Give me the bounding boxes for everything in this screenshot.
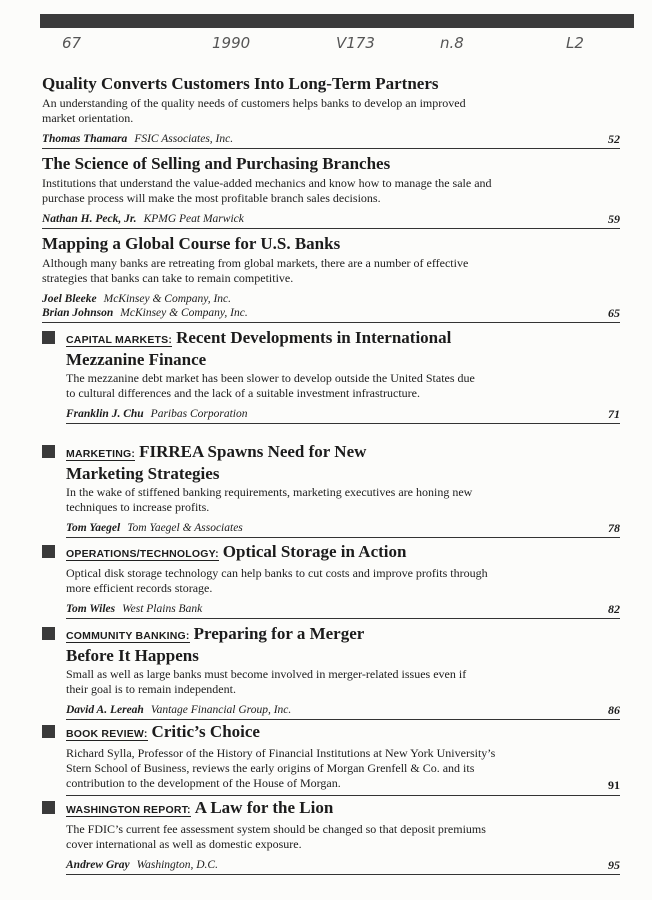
handwritten-note-1: 67 [62, 34, 82, 52]
article-branches [42, 154, 620, 229]
section-tag: WASHINGTON REPORT: [66, 804, 191, 816]
author-name: Tom Wiles [66, 603, 116, 615]
author-affil: KPMG Peat Marwick [143, 213, 244, 225]
section-book-review [42, 722, 620, 796]
page-number[interactable]: 86 [608, 703, 620, 717]
page-number[interactable]: 95 [608, 858, 620, 872]
author-name: Brian Johnson [42, 307, 114, 319]
section-square-icon [42, 331, 55, 344]
article-desc: An understanding of the quality needs of customers helps banks to develop an improved market orientation. [42, 96, 466, 125]
page-number[interactable]: 91 [608, 778, 620, 792]
page-number[interactable]: 82 [608, 602, 620, 616]
section-tag: BOOK REVIEW: [66, 728, 148, 740]
article-title[interactable]: Mapping a Global Course for U.S. Banks [42, 234, 341, 253]
handwritten-note-2: 1990 [212, 34, 251, 52]
article-byline [42, 132, 620, 149]
author-affil: Paribas Corporation [150, 408, 248, 420]
section-title[interactable]: A Law for the Lion [194, 798, 334, 817]
page-number[interactable]: 65 [608, 306, 620, 320]
section-title[interactable]: FIRREA Spawns Need for New Marketing Strategies [66, 442, 367, 483]
section-square-icon [42, 801, 55, 814]
author-name: Tom Yaegel [66, 522, 121, 534]
section-washington-report [42, 798, 620, 875]
section-desc: Richard Sylla, Professor of the History of Financial Institutions at New York University’s Stern School of Business, reviews the early origins of Morgan Grenfell & Co. and its contribution to the development of the House of Morgan. [66, 746, 496, 790]
section-title[interactable]: Preparing for a Merger Before It Happens [66, 624, 364, 665]
section-desc: In the wake of stiffened banking requirements, marketing executives are honing new techniques to increase profits. [66, 485, 473, 514]
article-quality [42, 74, 620, 149]
section-byline [66, 858, 620, 875]
section-square-icon [42, 627, 55, 640]
article-byline [42, 292, 620, 306]
section-square-icon [42, 445, 55, 458]
author-name: Andrew Gray [66, 859, 130, 871]
author-affil: FSIC Associates, Inc. [134, 133, 234, 145]
page-number[interactable]: 78 [608, 521, 620, 535]
handwritten-note-4: n.8 [440, 34, 464, 52]
section-community-banking [42, 624, 620, 720]
section-desc: The mezzanine debt market has been slower to develop outside the United States due to cultural differences and the lack of a suitable investment infrastructure. [66, 371, 475, 400]
author-name: Nathan H. Peck, Jr. [42, 213, 137, 225]
article-byline-2 [42, 306, 620, 323]
section-square-icon [42, 725, 55, 738]
article-title[interactable]: Quality Converts Customers Into Long-Term Partners [42, 74, 439, 93]
page-number[interactable]: 59 [608, 212, 620, 226]
author-affil: Tom Yaegel & Associates [127, 522, 243, 534]
section-byline [66, 521, 620, 538]
section-byline [66, 602, 620, 619]
page-number[interactable]: 52 [608, 132, 620, 146]
section-title[interactable]: Critic’s Choice [151, 722, 260, 741]
header-bar [40, 14, 634, 28]
author-name: Joel Bleeke [42, 293, 97, 305]
author-affil: McKinsey & Company, Inc. [103, 293, 232, 305]
handwritten-note-3: V173 [336, 34, 375, 52]
section-title[interactable]: Recent Developments in International Mezzanine Finance [66, 328, 452, 369]
section-desc: The FDIC’s current fee assessment system should be changed so that deposit premiums cover international as well as domestic exposure. [66, 822, 486, 851]
author-affil: Vantage Financial Group, Inc. [150, 704, 292, 716]
article-byline [42, 212, 620, 229]
author-affil: Washington, D.C. [136, 859, 218, 871]
author-name: David A. Lereah [66, 704, 144, 716]
author-affil: West Plains Bank [122, 603, 203, 615]
article-desc: Although many banks are retreating from global markets, there are a number of effective strategies that banks can take to remain competitive. [42, 256, 469, 285]
section-operations-technology [42, 542, 620, 619]
handwritten-note-5: L2 [566, 34, 584, 52]
section-capital-markets [42, 328, 620, 424]
section-tag: CAPITAL MARKETS: [66, 334, 173, 346]
section-marketing [42, 442, 620, 538]
section-desc: Small as well as large banks must become involved in merger-related issues even if their goal is to remain independent. [66, 667, 467, 696]
section-byline [66, 703, 620, 720]
article-desc: Institutions that understand the value-added mechanics and know how to manage the sale and purchase process will make the most profitable branch sales decisions. [42, 176, 492, 205]
article-global [42, 234, 620, 323]
section-desc: Optical disk storage technology can help banks to cut costs and improve profits through more efficient records storage. [66, 566, 488, 595]
author-name: Franklin J. Chu [66, 408, 144, 420]
article-title[interactable]: The Science of Selling and Purchasing Branches [42, 154, 391, 173]
author-affil: McKinsey & Company, Inc. [120, 307, 248, 319]
section-byline [66, 407, 620, 424]
section-tag: COMMUNITY BANKING: [66, 630, 190, 642]
page-number[interactable]: 71 [608, 407, 620, 421]
section-square-icon [42, 545, 55, 558]
section-tag: MARKETING: [66, 448, 136, 460]
section-title[interactable]: Optical Storage in Action [222, 542, 407, 561]
author-name: Thomas Thamara [42, 133, 128, 145]
section-tag: OPERATIONS/TECHNOLOGY: [66, 548, 219, 560]
